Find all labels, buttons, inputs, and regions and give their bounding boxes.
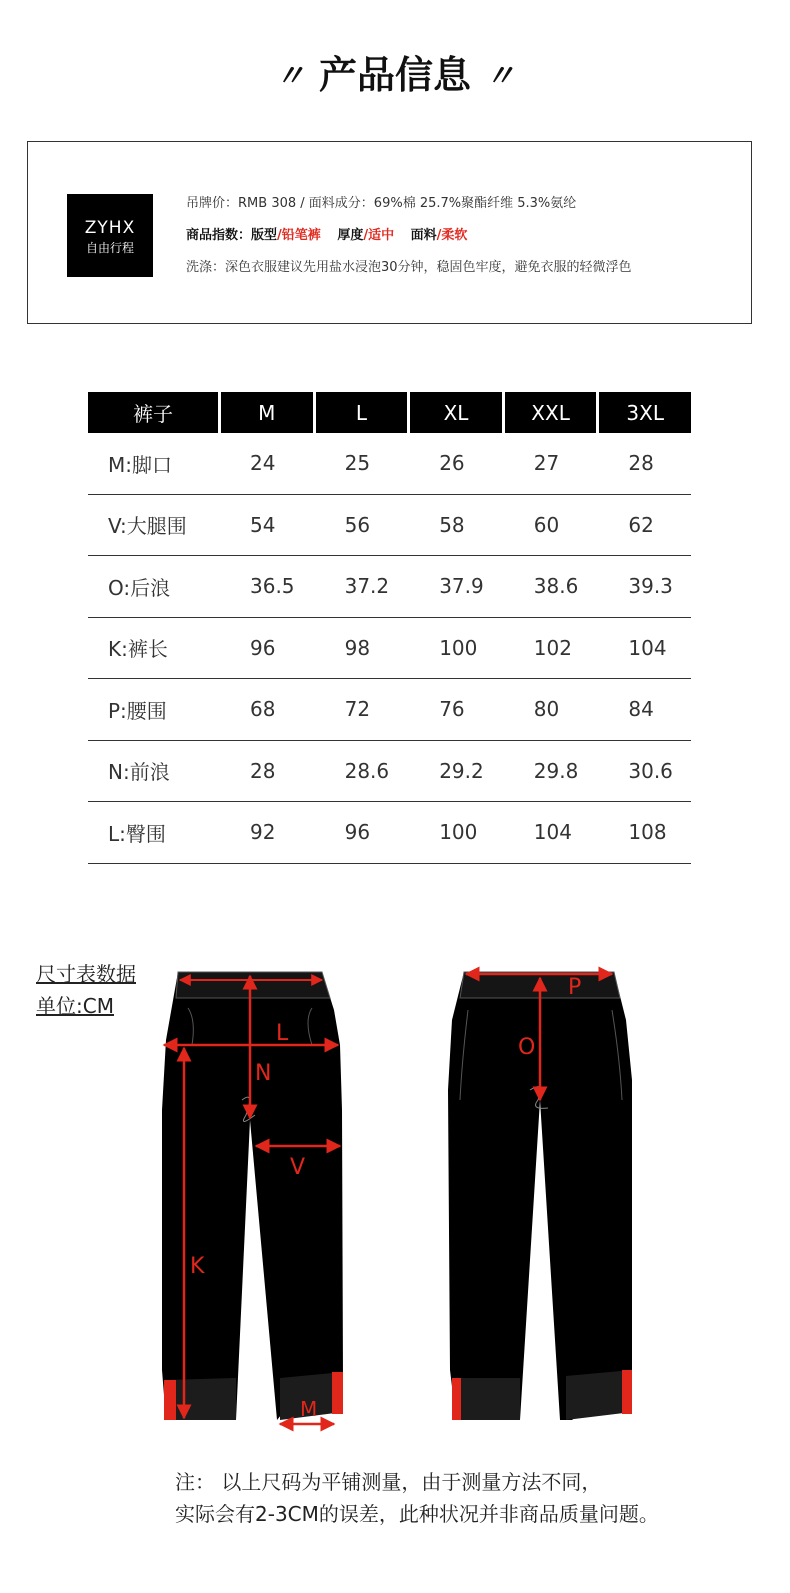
diagram-label-V: V (290, 1155, 306, 1180)
diagram-label-M: M (300, 1397, 318, 1421)
thickness-value: /适中 (363, 228, 395, 243)
size-table (88, 392, 691, 864)
size-header-cell: M (218, 392, 313, 433)
measurement-note-title: 尺寸表数据 (36, 962, 136, 986)
right-quote-mark: 〃 (485, 59, 515, 94)
table-cell: N:前浪 (88, 741, 218, 803)
product-index-line (186, 226, 746, 258)
pants-front-waistband (176, 972, 330, 998)
table-cell: 28.6 (313, 741, 408, 803)
table-cell: 104 (596, 618, 691, 680)
size-header-cell: L (313, 392, 408, 433)
material-value: /柔软 (436, 228, 468, 243)
fabric-value: 69%棉 25.7%聚酯纤维 5.3%氨纶 (373, 196, 577, 211)
diagram-label-P: P (568, 975, 582, 1000)
pants-front-right-stripe (332, 1372, 343, 1414)
size-header-cell: XL (407, 392, 502, 433)
size-header-cell: XXL (502, 392, 597, 433)
table-cell: 37.9 (407, 556, 502, 618)
table-cell: 29.8 (502, 741, 597, 803)
table-row (88, 495, 691, 557)
table-cell: 98 (313, 618, 408, 680)
table-row (88, 556, 691, 618)
table-cell: L:臀围 (88, 802, 218, 864)
table-cell: 68 (218, 679, 313, 741)
table-cell: 30.6 (596, 741, 691, 803)
wash-line: 洗涤：深色衣服建议先用盐水浸泡30分钟，稳固色牢度，避免衣服的轻微浮色 (186, 260, 632, 275)
brand-logo-bottom-text: 自由行程 (85, 241, 134, 255)
table-row (88, 741, 691, 803)
table-cell: 100 (407, 802, 502, 864)
table-cell: K:裤长 (88, 618, 218, 680)
table-cell: 96 (313, 802, 408, 864)
table-cell: 62 (596, 495, 691, 557)
table-cell: 37.2 (313, 556, 408, 618)
brand-logo (67, 194, 153, 277)
page-title (0, 44, 790, 99)
table-cell: 102 (502, 618, 597, 680)
diagram-label-K: K (190, 1254, 205, 1279)
table-cell: P:腰围 (88, 679, 218, 741)
price-value: RMB 308 / (238, 196, 305, 211)
price-label: 吊牌价： (186, 196, 239, 211)
table-cell: 38.6 (502, 556, 597, 618)
table-cell: 80 (502, 679, 597, 741)
table-row (88, 679, 691, 741)
measurement-note-unit: 单位:CM (36, 994, 114, 1018)
table-cell: 76 (407, 679, 502, 741)
brand-logo-top-text: ZYHX (84, 218, 136, 238)
page-title-text: 产品信息 (318, 53, 471, 97)
table-cell: 26 (407, 433, 502, 495)
fabric-label: 面料成分： (308, 196, 374, 211)
footnote-line-2: 实际会有2-3CM的误差，此种状况并非商品质量问题。 (175, 1502, 659, 1526)
table-cell: 108 (596, 802, 691, 864)
product-info-box (27, 141, 752, 324)
pants-measurement-diagram (0, 950, 790, 1440)
table-cell: 24 (218, 433, 313, 495)
pants-back-left-cuff (452, 1378, 520, 1420)
size-header-cell: 3XL (596, 392, 691, 433)
table-cell: 60 (502, 495, 597, 557)
table-row (88, 618, 691, 680)
thickness-label: 厚度 (337, 228, 364, 243)
size-table-header-row (88, 392, 691, 433)
pants-back-left-stripe (452, 1378, 461, 1420)
diagram-label-O: O (518, 1035, 536, 1060)
pants-back-right-stripe (622, 1370, 632, 1414)
table-cell: 92 (218, 802, 313, 864)
index-label: 商品指数： (186, 228, 252, 243)
pants-front-silhouette (162, 972, 343, 1420)
style-value: /铅笔裤 (277, 228, 321, 243)
pants-front-view (162, 972, 343, 1424)
table-cell: 84 (596, 679, 691, 741)
table-cell: 100 (407, 618, 502, 680)
table-cell: 104 (502, 802, 597, 864)
table-cell: 29.2 (407, 741, 502, 803)
style-label: 版型 (251, 228, 278, 243)
table-cell: 96 (218, 618, 313, 680)
pants-back-view (448, 972, 632, 1420)
footnote (175, 1466, 659, 1530)
table-cell: 28 (596, 433, 691, 495)
table-cell: 54 (218, 495, 313, 557)
table-cell: V:大腿围 (88, 495, 218, 557)
footnote-line-1: 注： 以上尺码为平铺测量，由于测量方法不同， (175, 1470, 602, 1494)
pants-front-left-stripe (164, 1380, 176, 1420)
diagram-label-N: N (255, 1061, 272, 1086)
diagram-label-L: L (276, 1021, 289, 1046)
table-cell: 28 (218, 741, 313, 803)
table-cell: 25 (313, 433, 408, 495)
product-info-lines (186, 194, 746, 290)
table-row (88, 433, 691, 495)
table-cell: M:脚口 (88, 433, 218, 495)
table-cell: 56 (313, 495, 408, 557)
table-row (88, 802, 691, 864)
material-label: 面料 (410, 228, 437, 243)
size-header-cell: 裤子 (88, 392, 218, 433)
price-fabric-line (186, 194, 746, 226)
table-cell: 39.3 (596, 556, 691, 618)
left-quote-mark: 〃 (274, 59, 305, 94)
table-cell: O:后浪 (88, 556, 218, 618)
table-cell: 72 (313, 679, 408, 741)
table-cell: 36.5 (218, 556, 313, 618)
table-cell: 58 (407, 495, 502, 557)
table-cell: 27 (502, 433, 597, 495)
